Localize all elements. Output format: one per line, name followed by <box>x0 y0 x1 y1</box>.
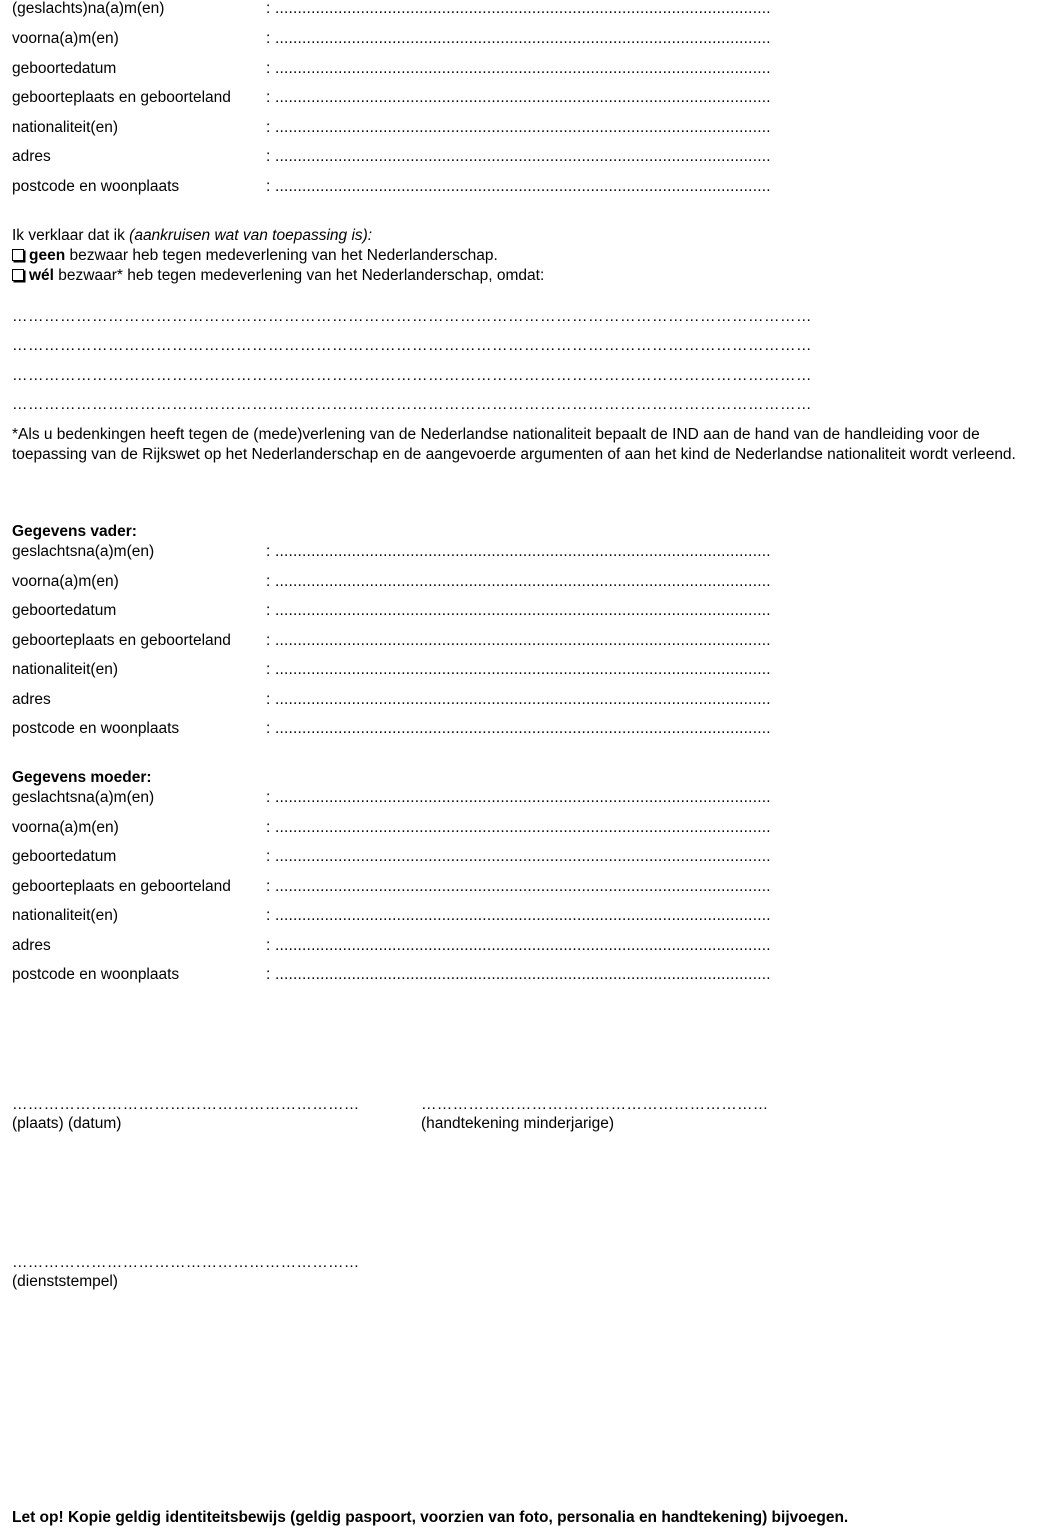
mother-field-label: voorna(a)m(en) <box>12 819 119 836</box>
child-field-fill[interactable]: : .............................................................................................................. <box>266 119 771 136</box>
mother-field-fill[interactable]: : .............................................................................................................. <box>266 848 771 865</box>
place-date-signature-line[interactable]: ………………………………………………………… <box>12 1096 360 1113</box>
option-wel-bold: wél <box>29 267 54 284</box>
father-field-fill[interactable]: : .............................................................................................................. <box>266 543 771 560</box>
minor-signature-label: (handtekening minderjarige) <box>421 1115 615 1132</box>
option-geen-text: bezwaar heb tegen medeverlening van het Nederlanderschap. <box>65 247 498 264</box>
declaration-intro-italic: (aankruisen wat van toepassing is): <box>129 227 373 244</box>
reason-line[interactable]: …………………………………………………………………………………………………………………………………… <box>12 396 812 413</box>
father-field-fill[interactable]: : .............................................................................................................. <box>266 720 771 737</box>
mother-field-label: nationaliteit(en) <box>12 907 118 924</box>
mother-field-label: adres <box>12 937 51 954</box>
mother-heading: Gegevens moeder: <box>12 769 152 786</box>
mother-field-label: geboorteplaats en geboorteland <box>12 878 231 895</box>
id-copy-notice: Let op! Kopie geldig identiteitsbewijs (geldig paspoort, voorzien van foto, personalia en handtekening) bijvoegen. <box>12 1509 849 1526</box>
father-field-fill[interactable]: : .............................................................................................................. <box>266 573 771 590</box>
declaration-intro-text: Ik verklaar dat ik <box>12 227 130 244</box>
child-field-fill[interactable]: : .............................................................................................................. <box>266 148 771 165</box>
father-field-fill[interactable]: : .............................................................................................................. <box>266 691 771 708</box>
father-field-label: geslachtsna(a)m(en) <box>12 543 155 560</box>
father-field-label: geboorteplaats en geboorteland <box>12 632 231 649</box>
checkbox-geen-icon[interactable] <box>12 249 24 261</box>
child-field-label: nationaliteit(en) <box>12 119 118 136</box>
father-field-label: adres <box>12 691 51 708</box>
child-field-label: geboortedatum <box>12 60 117 77</box>
option-wel[interactable] <box>12 267 544 285</box>
minor-signature-line[interactable]: ………………………………………………………… <box>421 1096 769 1113</box>
father-field-fill[interactable]: : .............................................................................................................. <box>266 632 771 649</box>
child-field-fill[interactable]: : .............................................................................................................. <box>266 89 771 106</box>
mother-field-fill[interactable]: : .............................................................................................................. <box>266 789 771 806</box>
mother-field-label: postcode en woonplaats <box>12 966 180 983</box>
child-field-label: (geslachts)na(a)m(en) <box>12 0 165 17</box>
service-stamp-line[interactable]: ………………………………………………………… <box>12 1254 360 1271</box>
child-field-fill[interactable]: : .............................................................................................................. <box>266 60 771 77</box>
mother-field-fill[interactable]: : .............................................................................................................. <box>266 966 771 983</box>
child-field-label: adres <box>12 148 51 165</box>
reason-line[interactable]: …………………………………………………………………………………………………………………………………… <box>12 337 812 354</box>
checkbox-wel-icon[interactable] <box>12 269 24 281</box>
child-field-label: geboorteplaats en geboorteland <box>12 89 231 106</box>
mother-field-fill[interactable]: : .............................................................................................................. <box>266 878 771 895</box>
mother-field-label: geboortedatum <box>12 848 117 865</box>
reason-line[interactable]: …………………………………………………………………………………………………………………………………… <box>12 308 812 325</box>
mother-field-fill[interactable]: : .............................................................................................................. <box>266 937 771 954</box>
child-field-label: postcode en woonplaats <box>12 178 180 195</box>
father-field-label: postcode en woonplaats <box>12 720 180 737</box>
service-stamp-label: (dienststempel) <box>12 1273 118 1290</box>
option-geen[interactable] <box>12 247 498 265</box>
father-heading: Gegevens vader: <box>12 523 137 540</box>
mother-field-fill[interactable]: : .............................................................................................................. <box>266 907 771 924</box>
mother-field-fill[interactable]: : .............................................................................................................. <box>266 819 771 836</box>
declaration-intro <box>12 227 372 245</box>
child-field-fill[interactable]: : .............................................................................................................. <box>266 30 771 47</box>
father-field-label: geboortedatum <box>12 602 117 619</box>
child-field-fill[interactable]: : .............................................................................................................. <box>266 0 771 17</box>
child-field-fill[interactable]: : .............................................................................................................. <box>266 178 771 195</box>
father-field-label: nationaliteit(en) <box>12 661 118 678</box>
place-date-label: (plaats) (datum) <box>12 1115 122 1132</box>
father-field-fill[interactable]: : .............................................................................................................. <box>266 661 771 678</box>
mother-field-label: geslachtsna(a)m(en) <box>12 789 155 806</box>
footnote: *Als u bedenkingen heeft tegen de (mede)verlening van de Nederlandse nationaliteit bepaalt de IND aan de hand van de handleiding voor de toepassing van de Rijkswet op het Nederlanderschap en de aangevoerde argumenten of aan het kind de Nederlandse nationaliteit wordt verleend. <box>12 426 1016 463</box>
reason-line[interactable]: …………………………………………………………………………………………………………………………………… <box>12 367 812 384</box>
father-field-label: voorna(a)m(en) <box>12 573 119 590</box>
option-wel-text: bezwaar* heb tegen medeverlening van het Nederlanderschap, omdat: <box>53 267 545 284</box>
option-geen-bold: geen <box>29 247 66 264</box>
child-field-label: voorna(a)m(en) <box>12 30 119 47</box>
father-field-fill[interactable]: : .............................................................................................................. <box>266 602 771 619</box>
